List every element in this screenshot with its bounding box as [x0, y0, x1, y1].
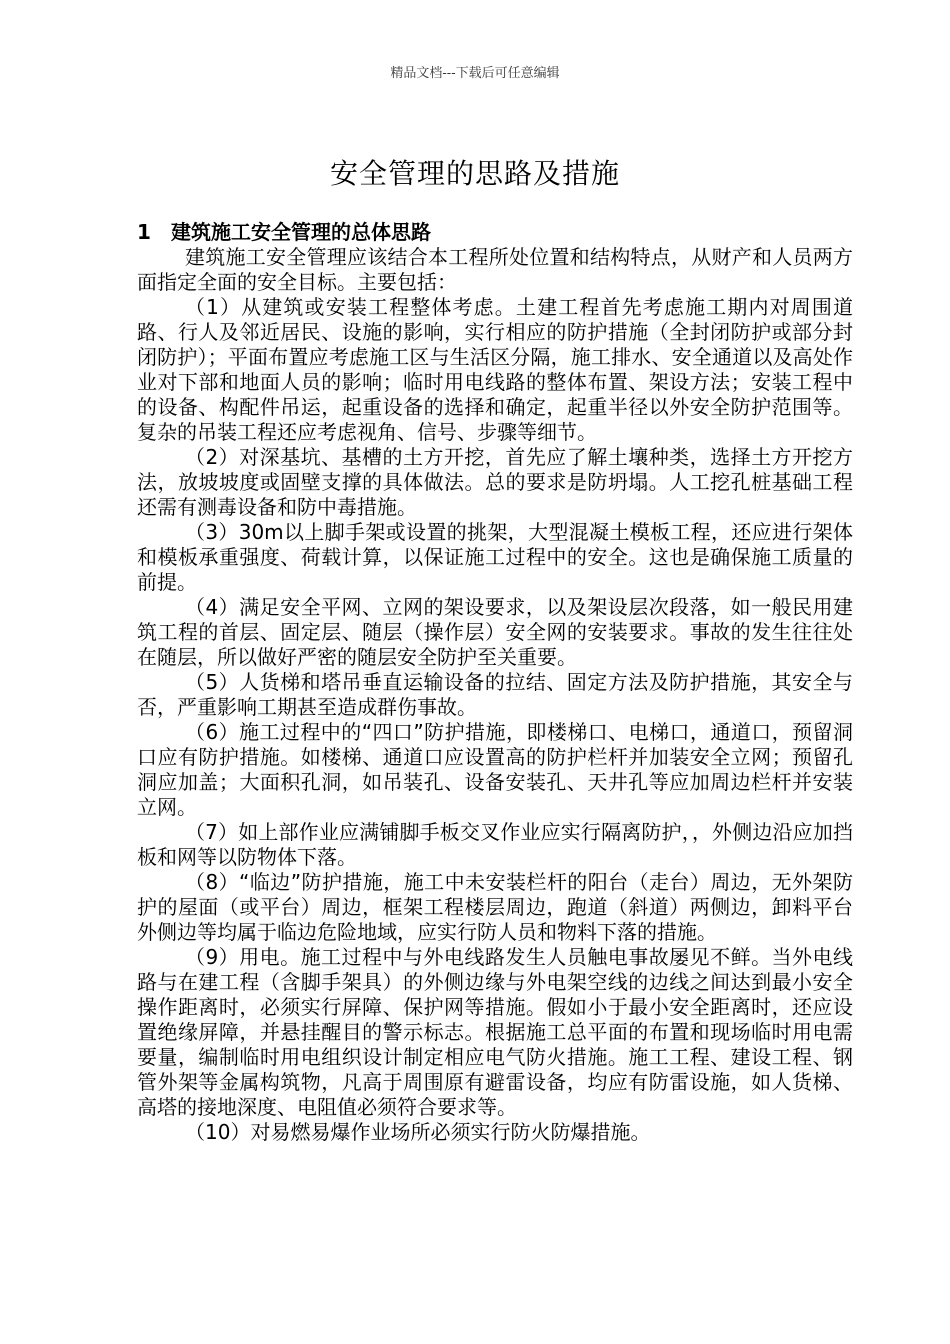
paragraph-item-1: （1）从建筑或安装工程整体考虑。土建工程首先考虑施工期内对周围道路、行人及邻近居民、设施的影响，实行相应的防护措施（全封闭防护或部分封闭防护）；平面布置应考虑施工区与生活区分隔，施工排水、安全通道以及高处作业对下部和地面人员的影响；临时用电线路的整体布置、架设方法；安装工程中的设备、构配件吊运，起重设备的选择和确定，起重半径以外安全防护范围等。复杂的吊装工程还应考虑视角、信号、步骤等细节。 [137, 295, 853, 444]
paragraph-item-6: （6）施工过程中的“四口”防护措施，即楼梯口、电梯口，通道口，预留洞口应有防护措施。如楼梯、通道口应设置高的防护栏杆并加装安全立网；预留孔洞应加盖；大面积孔洞，如吊装孔、设备安装孔、天井孔等应加周边栏杆并安装立网。 [137, 720, 853, 819]
page-header-note: 精品文档---下载后可任意编辑 [390, 66, 560, 81]
paragraph-item-9: （9）用电。施工过程中与外电线路发生人员触电事故屡见不鲜。当外电线路与在建工程（含脚手架具）的外侧边缘与外电架空线的边线之间达到最小安全操作距离时，必须实行屏障、保护网等措施。假如小于最小安全距离时，还应设置绝缘屏障，并悬挂醒目的警示标志。根据施工总平面的布置和现场临时用电需要量，编制临时用电组织设计制定相应电气防火措施。施工工程、建设工程、钢管外架等金属构筑物，凡高于周围原有避雷设备，均应有防雷设施，如人货梯、高塔的接地深度、电阻值必须符合要求等。 [137, 945, 853, 1119]
paragraph-item-4: （4）满足安全平网、立网的架设要求，以及架设层次段落，如一般民用建筑工程的首层、固定层、随层（操作层）安全网的安装要求。事故的发生往往处在随层，所以做好严密的随层安全防护至关重要。 [137, 595, 853, 669]
paragraph-item-3: （3）30m以上脚手架或设置的挑架，大型混凝土模板工程，还应进行架体和模板承重强度、荷载计算，以保证施工过程中的安全。这也是确保施工质量的前提。 [137, 520, 853, 594]
section-heading [137, 220, 853, 245]
paragraph-item-5: （5）人货梯和塔吊垂直运输设备的拉结、固定方法及防护措施，其安全与否，严重影响工期甚至造成群伤事故。 [137, 670, 853, 719]
paragraph-item-7: （7）如上部作业应满铺脚手板交叉作业应实行隔离防护，，外侧边沿应加挡板和网等以防物体下落。 [137, 820, 853, 869]
document-body [137, 220, 853, 1145]
paragraph-item-2: （2）对深基坑、基槽的土方开挖，首先应了解土壤种类，选择土方开挖方法，放坡坡度或固壁支撑的具体做法。总的要求是防坍塌。人工挖孔桩基础工程还需有测毒设备和防中毒措施。 [137, 445, 853, 519]
document-title: 安全管理的思路及措施 [329, 157, 620, 190]
paragraph-item-8: （8）“临边”防护措施，施工中未安装栏杆的阳台（走台）周边，无外架防护的屋面（或平台）周边，框架工程楼层周边，跑道（斜道）两侧边，卸料平台外侧边等均属于临边危险地域，应实行防人员和物料下落的措施。 [137, 870, 853, 944]
section-number: 1 [137, 220, 151, 244]
section-heading-text: 建筑施工安全管理的总体思路 [171, 220, 431, 244]
paragraph-intro: 建筑施工安全管理应该结合本工程所处位置和结构特点，从财产和人员两方面指定全面的安全目标。主要包括： [137, 245, 853, 294]
paragraph-item-10: （10）对易燃易爆作业场所必须实行防火防爆措施。 [185, 1120, 651, 1144]
